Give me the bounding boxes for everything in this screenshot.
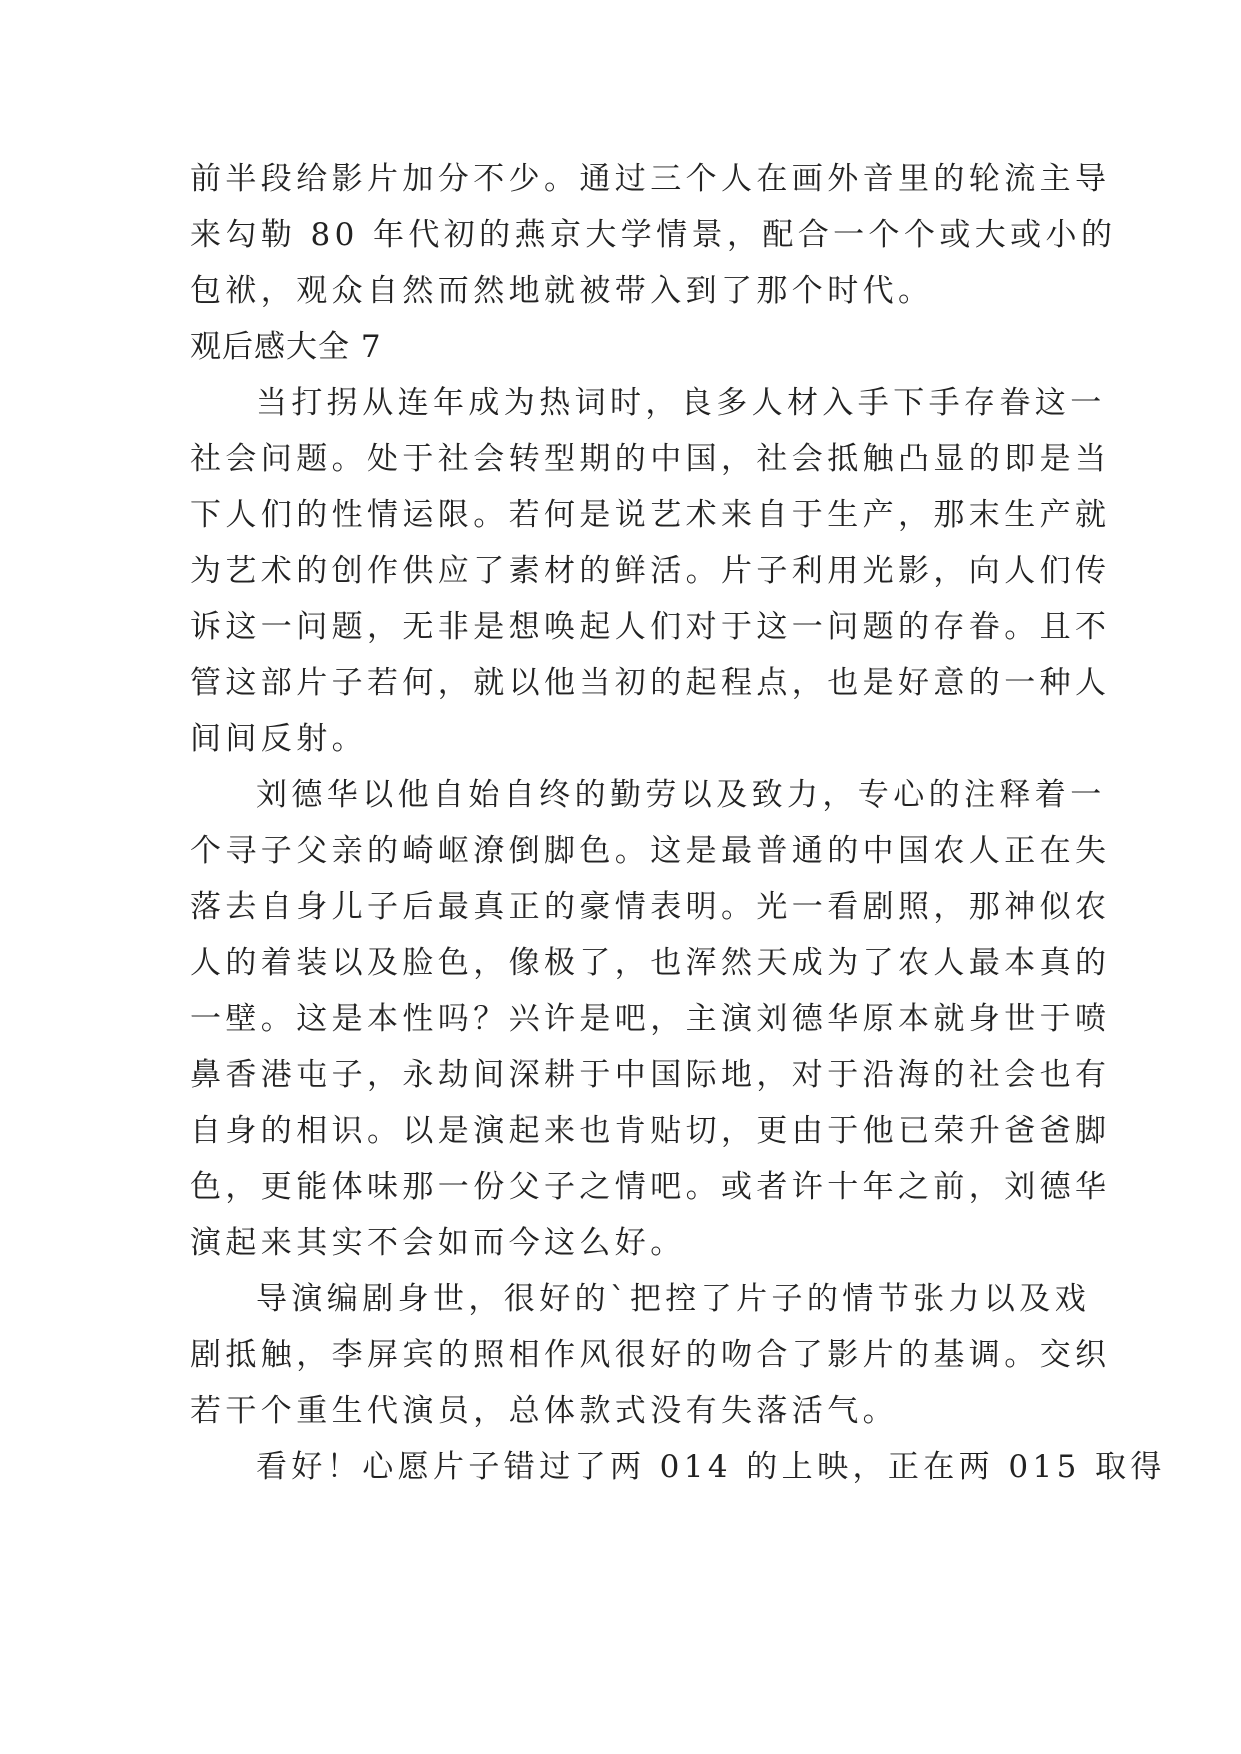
- paragraph-1: [190, 375, 1111, 767]
- text-line: 前半段给影片加分不少。通过三个人在画外音里的轮流主导: [190, 161, 1111, 197]
- text-line: 落去自身儿子后最真正的豪情表明。光一看剧照，那神似农: [190, 889, 1111, 925]
- text-line: 刘德华以他自始自终的勤劳以及致力，专心的注释着一: [256, 777, 1106, 813]
- text-line: 社会问题。处于社会转型期的中国，社会抵触凸显的即是当: [190, 441, 1111, 477]
- text-line: 人的着装以及脸色，像极了，也浑然天成为了农人最本真的: [190, 945, 1111, 981]
- text-line: 间间反射。: [190, 721, 367, 757]
- text-line: 剧抵触，李屏宾的照相作风很好的吻合了影片的基调。交织: [190, 1337, 1111, 1373]
- text-line: 当打拐从连年成为热词时，良多人材入手下手存眷这一: [256, 385, 1106, 421]
- text-line: 鼻香港屯子，永劫间深耕于中国际地，对于沿海的社会也有: [190, 1057, 1111, 1093]
- intro-paragraph: [190, 151, 1117, 319]
- section-heading: 观后感大全 7: [190, 329, 382, 365]
- text-line: 下人们的性情运限。若何是说艺术来自于生产，那末生产就: [190, 497, 1111, 533]
- text-line: 导演编剧身世，很好的`把控了片子的情节张力以及戏: [256, 1281, 1091, 1317]
- text-line: 个寻子父亲的崎岖潦倒脚色。这是最普通的中国农人正在失: [190, 833, 1111, 869]
- text-line: 色，更能体味那一份父子之情吧。或者许十年之前，刘德华: [190, 1169, 1111, 1205]
- text-line: 为艺术的创作供应了素材的鲜活。片子利用光影，向人们传: [190, 553, 1111, 589]
- text-line: 看好！心愿片子错过了两 014 的上映，正在两 015 取得: [256, 1449, 1166, 1485]
- text-line: 演起来其实不会如而今这么好。: [190, 1225, 686, 1261]
- paragraph-4: [190, 1439, 1166, 1495]
- text-line: 自身的相识。以是演起来也肯贴切，更由于他已荣升爸爸脚: [190, 1113, 1111, 1149]
- text-line: 管这部片子若何，就以他当初的起程点，也是好意的一种人: [190, 665, 1111, 701]
- text-line: 诉这一问题，无非是想唤起人们对于这一问题的存眷。且不: [190, 609, 1111, 645]
- text-line: 包袱，观众自然而然地就被带入到了那个时代。: [190, 273, 934, 309]
- paragraph-2: [190, 767, 1111, 1271]
- text-line: 一壁。这是本性吗？兴许是吧，主演刘德华原本就身世于喷: [190, 1001, 1111, 1037]
- text-line: 来勾勒 80 年代初的燕京大学情景，配合一个个或大或小的: [190, 217, 1117, 253]
- document-page: [190, 151, 1166, 1495]
- text-line: 若干个重生代演员，总体款式没有失落活气。: [190, 1393, 898, 1429]
- paragraph-3: [190, 1271, 1111, 1439]
